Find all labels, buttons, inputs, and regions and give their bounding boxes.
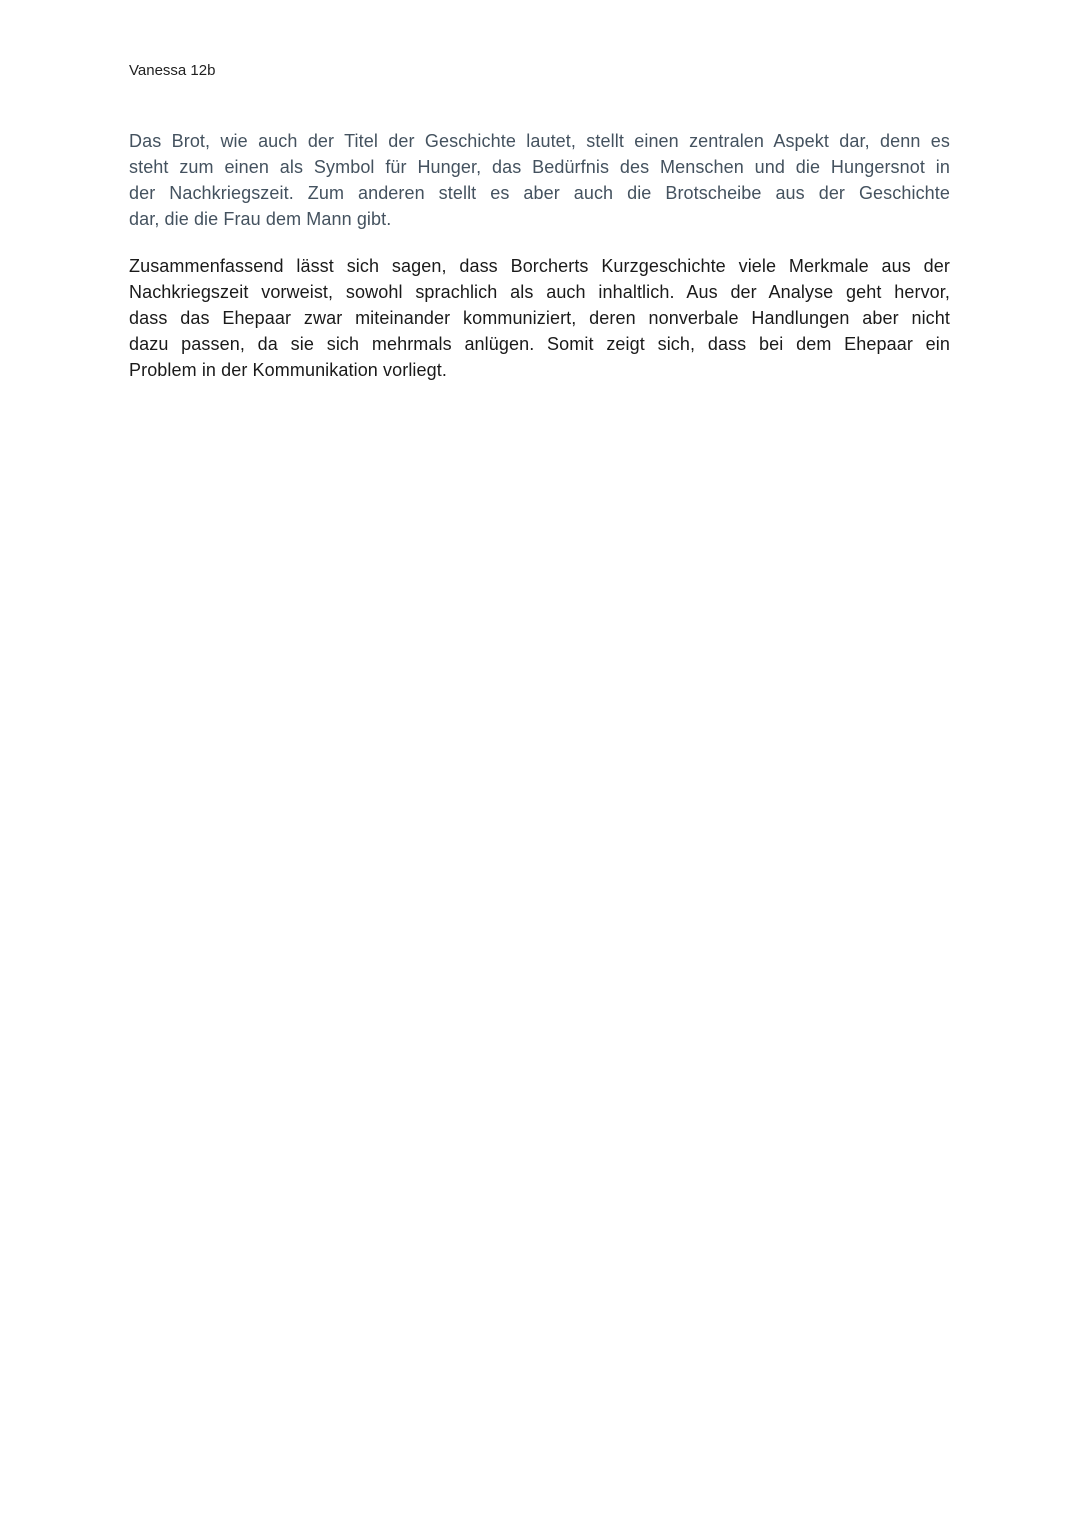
author-header: Vanessa 12b <box>129 62 216 79</box>
document-body <box>129 128 950 383</box>
text-line: dass das Ehepaar zwar miteinander kommuniziert, deren nonverbale Handlungen aber nicht <box>129 308 950 328</box>
text-line: dazu passen, da sie sich mehrmals anlügen. Somit zeigt sich, dass bei dem Ehepaar ein <box>129 334 950 354</box>
text-line: Das Brot, wie auch der Titel der Geschichte lautet, stellt einen zentralen Aspekt dar, denn es <box>129 131 950 151</box>
text-line: Zusammenfassend lässt sich sagen, dass Borcherts Kurzgeschichte viele Merkmale aus der <box>129 256 950 276</box>
paragraph-conclusion <box>129 253 950 383</box>
text-line: Nachkriegszeit vorweist, sowohl sprachlich als auch inhaltlich. Aus der Analyse geht hervor, <box>129 282 950 302</box>
paragraph-bread-symbolism <box>129 128 950 232</box>
text-line: der Nachkriegszeit. Zum anderen stellt es aber auch die Brotscheibe aus der Geschichte <box>129 183 950 203</box>
text-line: steht zum einen als Symbol für Hunger, das Bedürfnis des Menschen und die Hungersnot in <box>129 157 950 177</box>
text-line: dar, die die Frau dem Mann gibt. <box>129 209 392 229</box>
text-line: Problem in der Kommunikation vorliegt. <box>129 360 447 380</box>
